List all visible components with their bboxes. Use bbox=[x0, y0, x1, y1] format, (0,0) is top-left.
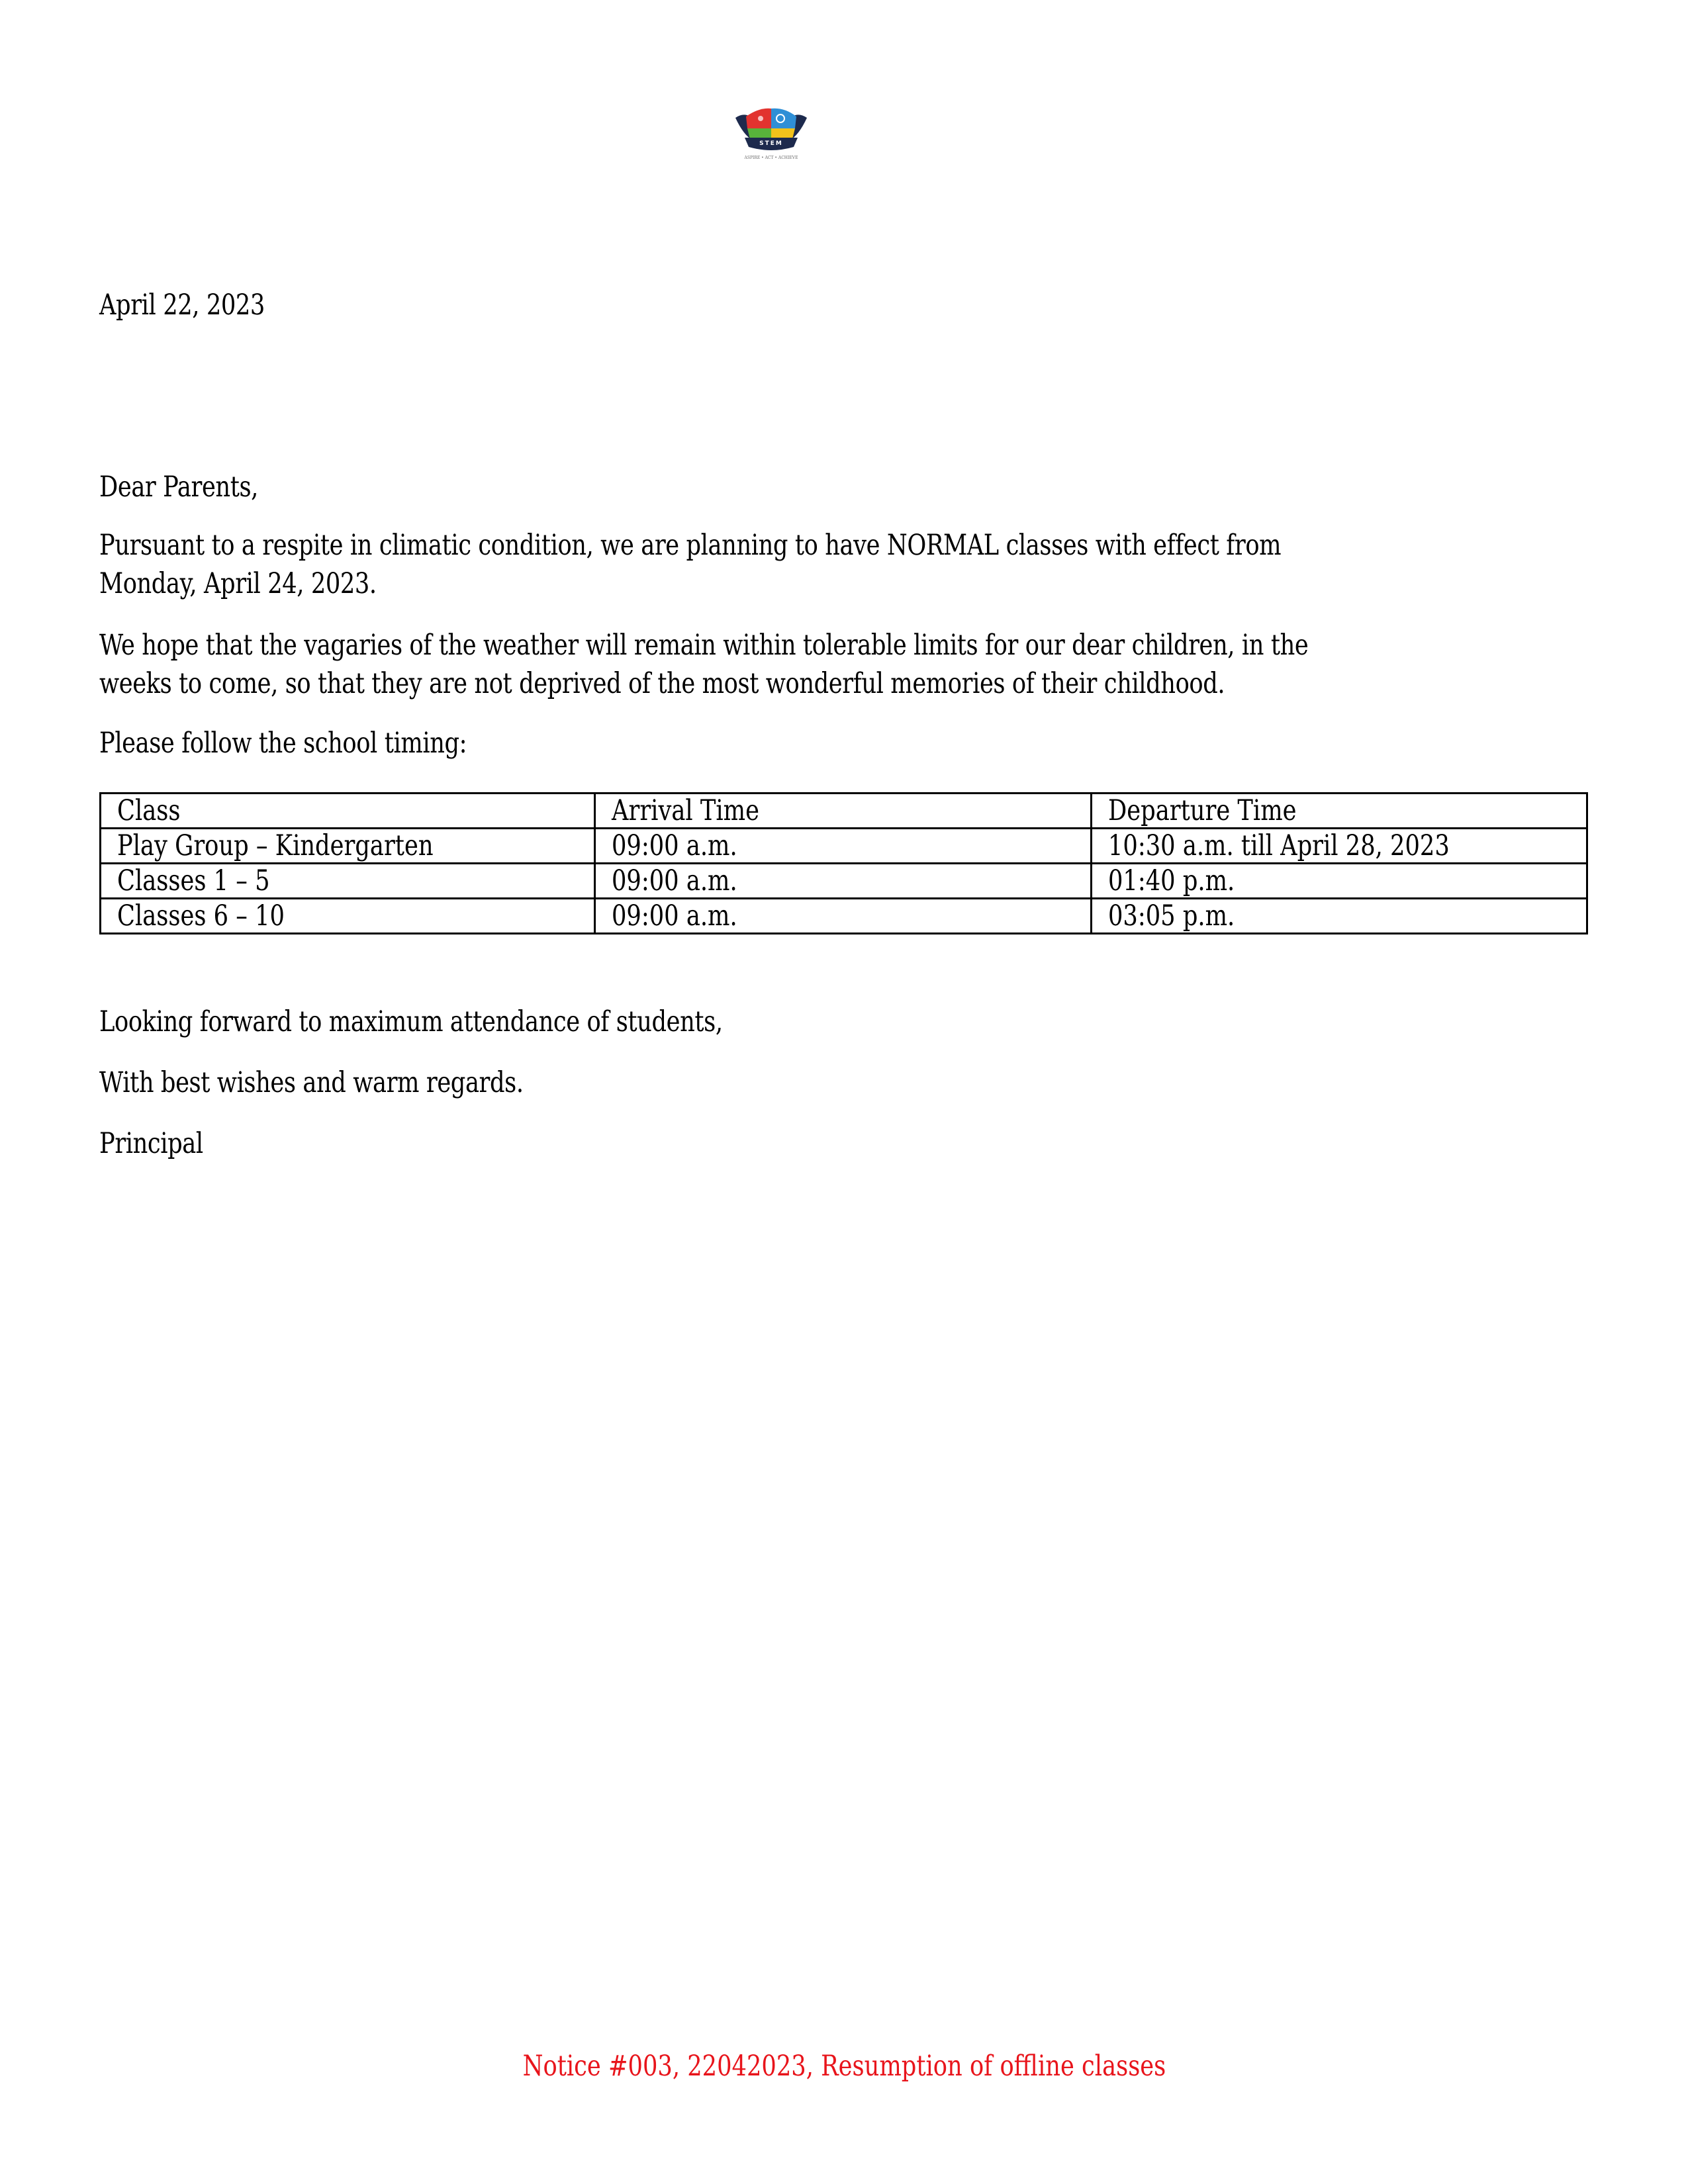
header-cell-class bbox=[101, 794, 595, 829]
logo-motto: ASPIRE • ACT • ACHIEVE bbox=[744, 156, 798, 160]
arrival-time: 09:00 a.m. bbox=[612, 899, 737, 933]
class-name: Play Group – Kindergarten bbox=[117, 829, 434, 862]
school-timing-table bbox=[99, 792, 1588, 934]
cell-class bbox=[101, 899, 595, 934]
departure-time: 10:30 a.m. till April 28, 2023 bbox=[1108, 829, 1450, 862]
cell-departure bbox=[1092, 864, 1587, 899]
table-row bbox=[101, 899, 1587, 934]
cell-arrival bbox=[595, 829, 1092, 864]
date-text: April 22, 2023 bbox=[99, 289, 265, 322]
header-cell-arrival bbox=[595, 794, 1092, 829]
timing-intro-text: Please follow the school timing: bbox=[99, 727, 467, 760]
departure-time: 03:05 p.m. bbox=[1108, 899, 1235, 933]
signature-text: Principal bbox=[99, 1127, 203, 1160]
arrival-time: 09:00 a.m. bbox=[612, 829, 737, 862]
header-departure: Departure Time bbox=[1108, 794, 1297, 827]
salutation bbox=[99, 468, 1589, 506]
paragraph-weather bbox=[99, 626, 1589, 703]
shield-crest-icon bbox=[730, 103, 812, 161]
closing-line-attendance bbox=[99, 1003, 1589, 1041]
letter-date bbox=[99, 286, 1589, 324]
header-class: Class bbox=[117, 794, 181, 827]
class-name: Classes 1 – 5 bbox=[117, 864, 270, 897]
cell-arrival bbox=[595, 864, 1092, 899]
cell-class bbox=[101, 829, 595, 864]
cell-arrival bbox=[595, 899, 1092, 934]
notice-footer-text: Notice #003, 22042023, Resumption of offline classes bbox=[522, 2050, 1166, 2083]
salutation-text: Dear Parents, bbox=[99, 471, 258, 504]
notice-footer bbox=[0, 2047, 1688, 2085]
arrival-time: 09:00 a.m. bbox=[612, 864, 737, 897]
closing2-text: With best wishes and warm regards. bbox=[99, 1066, 524, 1099]
departure-time: 01:40 p.m. bbox=[1108, 864, 1235, 897]
paragraph-timing-intro bbox=[99, 724, 1589, 762]
closing1-text: Looking forward to maximum attendance of students, bbox=[99, 1005, 723, 1038]
header-arrival: Arrival Time bbox=[612, 794, 759, 827]
logo-text: STEM bbox=[759, 140, 783, 147]
cell-departure bbox=[1092, 899, 1587, 934]
school-logo bbox=[730, 103, 812, 161]
table-header-row bbox=[101, 794, 1587, 829]
header-cell-departure bbox=[1092, 794, 1587, 829]
paragraph1-line1: Pursuant to a respite in climatic condition, we are planning to have NORMAL classes with effect from bbox=[99, 529, 1282, 562]
cell-class bbox=[101, 864, 595, 899]
cell-departure bbox=[1092, 829, 1587, 864]
table-row bbox=[101, 864, 1587, 899]
table-row bbox=[101, 829, 1587, 864]
paragraph1-line2: Monday, April 24, 2023. bbox=[99, 567, 377, 600]
closing-line-regards bbox=[99, 1064, 1589, 1102]
class-name: Classes 6 – 10 bbox=[117, 899, 285, 933]
paragraph2-line1: We hope that the vagaries of the weather will remain within tolerable limits for our dear children, in the bbox=[99, 629, 1309, 662]
paragraph2-line2: weeks to come, so that they are not deprived of the most wonderful memories of their childhood. bbox=[99, 667, 1225, 700]
paragraph-resumption bbox=[99, 526, 1589, 603]
signature bbox=[99, 1124, 1589, 1163]
